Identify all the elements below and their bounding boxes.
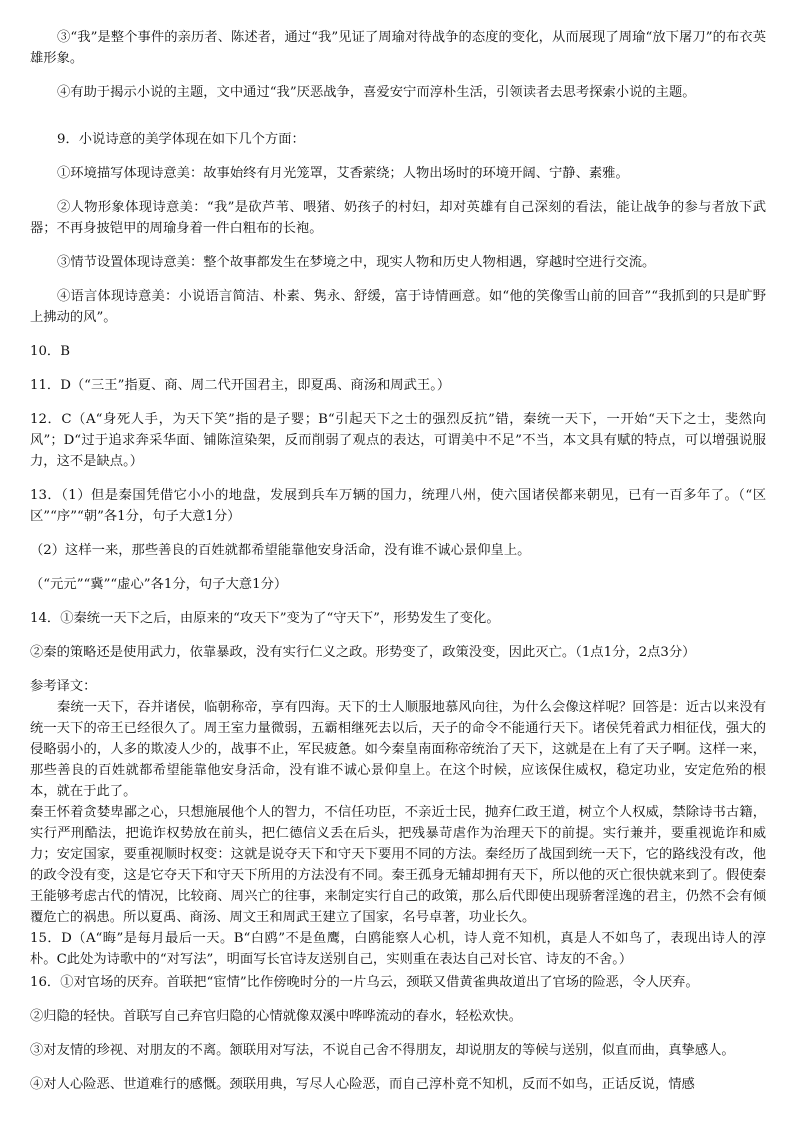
- answer-14-point-2: ②秦的策略还是使用武力，依靠暴政，没有实行仁义之政。形势变了，政策没变，因此灭亡。（1点1分，2点3分）: [30, 645, 696, 660]
- answer-13-part-1: 13．（1）但是秦国凭借它小小的地盘，发展到兵车万辆的国力，统理八州，使六国诸侯都来朝见，已有一百多年了。（“区区”“序”“朝”各1分，句子大意1分）: [30, 488, 766, 524]
- answer-12: 12．C（A“身死人手，为天下笑”指的是子婴；B“引起天下之士的强烈反抗”错，秦统一天下，一开始“天下之士，斐然向风”；D“过于追求奔采华面、铺陈渲染架，反而削弱了观点的表达，可谓美中不足”不当，本文具有赋的特点，可以增强说服力，这不是缺点。）: [30, 412, 766, 469]
- answer-16-point-1: 16．①对官场的厌弃。首联把“宦情”比作傍晚时分的一片乌云，颈联又借黄雀典故道出了官场的险恶，令人厌弃。: [30, 975, 699, 990]
- translation-paragraph-1: 秦统一天下，吞并诸侯，临朝称帝，享有四海。天下的士人顺服地慕风向往，为什么会像这样呢？回答是：近古以来没有统一天下的帝王已经很久了。周王室力量微弱，五霸相继死去以后，天子的命令不能通行天下。诸侯凭着武力相征伐，强大的侵略弱小的，人多的欺凌人少的，战事不止，军民疲惫。如今秦皇南面称帝统治了天下，这就是在上有了天子啊。这样一来，那些善良的百姓就都希望能靠他安身活命，没有谁不诚心景仰皇上。在这个时候，应该保住威权，稳定功业，安定危殆的根本，就在于此了。: [30, 700, 766, 799]
- answer-13-scoring: （“元元”“冀”“虚心”各1分，句子大意1分）: [30, 577, 288, 592]
- translation-paragraph-2: 秦王怀着贪婪卑鄙之心，只想施展他个人的智力，不信任功臣，不亲近士民，抛弃仁政王道，树立个人权威，禁除诗书古籍，实行严刑酷法，把诡诈权势放在前头，把仁德信义丢在后头，把残暴苛虐作为治理天下的前提。实行兼并，要重视诡诈和威力；安定国家，要重视顺时权变：这就是说夺天下和守天下要用不同的方法。秦经历了战国到统一天下，它的路线没有改，他的政令没有变，这是它夺天下和守天下所用的方法没有不同。秦王孤身无辅却拥有天下，所以他的灭亡很快就来到了。假使秦王能够考虑古代的情况，比较商、周兴亡的往事，来制定实行自己的政策，那么后代即使出现骄奢淫逸的君主，仍然不会有倾覆危亡的祸患。所以夏禹、商汤、周文王和周武王建立了国家，名号卓著，功业长久。: [30, 805, 766, 925]
- answer-15: 15．D（A“晦”是每月最后一天。B“白鸥”不是鱼鹰，白鸥能察人心机，诗人竟不知机，真是人不如鸟了，表现出诗人的淳朴。C此处为诗歌中的“对写法”，明面写长官诗友送别自己，实则重在表达自己对长官、诗友的不舍。）: [30, 931, 766, 967]
- answer-9-point-3: ③情节设置体现诗意美：整个故事都发生在梦境之中，现实人物和历史人物相遇，穿越时空进行交流。: [57, 255, 656, 270]
- answer-16-point-3: ③对友情的珍视、对朋友的不离。颔联用对写法，不说自己舍不得朋友，却说朋友的等候与送别，似直而曲，真挚感人。: [30, 1043, 735, 1058]
- reference-translation: [30, 676, 766, 928]
- answer-9-point-1: ①环境描写体现诗意美：故事始终有月光笼罩，艾香萦绕；人物出场时的环境开阔、宁静、素雅。: [57, 166, 629, 181]
- answer-10: 10．B: [30, 344, 70, 359]
- answer-9-point-4: ④语言体现诗意美：小说语言简洁、朴素、隽永、舒缓，富于诗情画意。如“他的笑像雪山前的回音”“我抓到的只是旷野上拂动的风”。: [30, 289, 766, 325]
- answer-16-point-2: ②归隐的轻快。首联写自己弃官归隐的心情就像双溪中哗哗流动的春水，轻松欢快。: [30, 1009, 522, 1024]
- answer-9-heading: 9．小说诗意的美学体现在如下几个方面：: [57, 132, 305, 147]
- answer-8-point-4: ④有助于揭示小说的主题，文中通过“我”厌恶战争，喜爱安宁而淳朴生活，引领读者去思考探索小说的主题。: [57, 85, 696, 100]
- translation-heading: 参考译文：: [30, 679, 97, 694]
- answer-14-point-1: 14．①秦统一天下之后，由原来的“攻天下”变为了“守天下”，形势发生了变化。: [30, 611, 500, 626]
- answer-16-point-4: ④对人心险恶、世道难行的感慨。颈联用典，写尽人心险恶，而自己淳朴竟不知机，反而不如鸟，正话反说，情感: [30, 1077, 695, 1092]
- answer-9-point-2: ②人物形象体现诗意美：“我”是砍芦苇、喂猪、奶孩子的村妇，却对英雄有自己深刻的看法，能让战争的参与者放下武器；不再身披铠甲的周瑜身着一件白粗布的长袍。: [30, 200, 766, 236]
- answer-8-point-3: ③“我”是整个事件的亲历者、陈述者，通过“我”见证了周瑜对待战争的态度的变化，从而展现了周瑜“放下屠刀”的布衣英雄形象。: [30, 30, 766, 66]
- answer-13-part-2: （2）这样一来，那些善良的百姓就都希望能靠他安身活命，没有谁不诚心景仰皇上。: [30, 543, 531, 558]
- answer-11: 11．D（“三王”指夏、商、周二代开国君主，即夏禹、商汤和周武王。）: [30, 378, 451, 393]
